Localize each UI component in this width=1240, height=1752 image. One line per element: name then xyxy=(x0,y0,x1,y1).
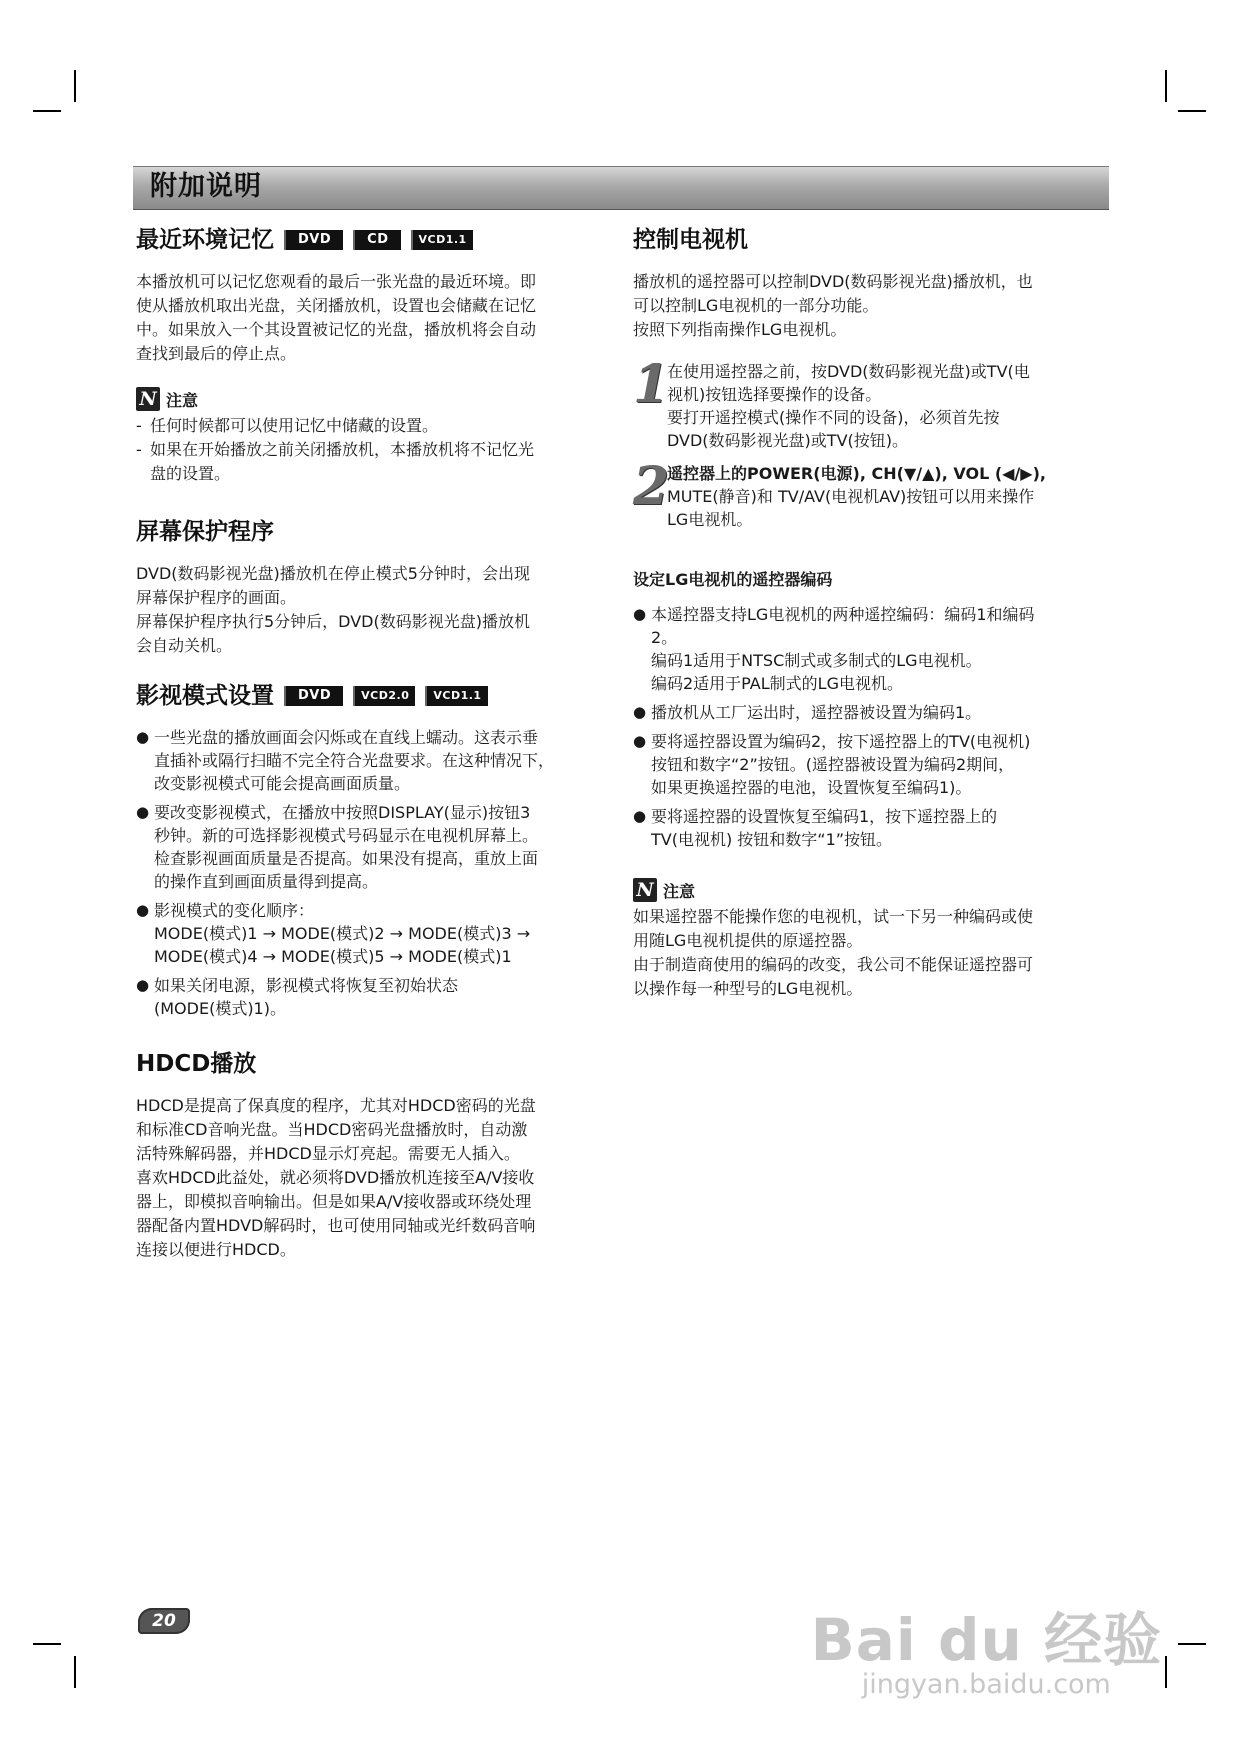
paragraph-line: 按照下列指南操作LG电视机。 xyxy=(633,320,847,339)
note-item: - 如果在开始播放之前关闭播放机，本播放机将不记忆光 盘的设置。 xyxy=(136,440,535,483)
paragraph-line: 用随LG电视机提供的原遥控器。 xyxy=(633,931,863,950)
paragraph-line: 以操作每一种型号的LG电视机。 xyxy=(633,979,863,998)
paragraph-line: 连接以便进行HDCD。 xyxy=(136,1240,296,1259)
note-item: - 任何时候都可以使用记忆中储藏的设置。 xyxy=(136,416,439,435)
section-screen-saver xyxy=(136,512,608,658)
paragraph-line: 器上，即模拟音响输出。但是如果A/V接收器或环绕处理 xyxy=(136,1192,532,1211)
crop-mark xyxy=(33,1643,61,1645)
page-title: 附加说明 xyxy=(150,171,262,202)
note-heading: N 注意 xyxy=(136,384,608,414)
crop-mark xyxy=(74,70,76,102)
badge-cd: CD xyxy=(353,230,400,250)
list-item: ● 要将遥控器的设置恢复至编码1，按下遥控器上的 TV(电视机) 按钮和数字“1”按钮。 xyxy=(633,807,998,849)
paragraph-line: 可以控制LG电视机的一部分功能。 xyxy=(633,296,879,315)
section-heading: 控制电视机 xyxy=(633,227,748,253)
header-band xyxy=(133,166,1109,210)
crop-mark xyxy=(1165,70,1167,102)
list-item: ● 播放机从工厂运出时，遥控器被设置为编码1。 xyxy=(633,703,982,722)
step-item: 1 在使用遥控器之前，按DVD(数码影视光盘)或TV(电 视机)按钮选择要操作的设备。 要打开遥控模式(操作不同的设备)，必须首先按 DVD(数码影视光盘)或TV(按钮)。 xyxy=(633,354,1030,450)
note-heading: N 注意 xyxy=(633,875,1103,905)
step-number: 1 xyxy=(633,354,670,415)
paragraph-line: 喜欢HDCD此益处，就必须将DVD播放机连接至A/V接收 xyxy=(136,1168,535,1187)
paragraph-line: 中。如果放入一个其设置被记忆的光盘，播放机将会自动 xyxy=(136,320,537,339)
paragraph-line: 屏幕保护程序的画面。 xyxy=(136,588,297,607)
paragraph-line: HDCD是提高了保真度的程序，尤其对HDCD密码的光盘 xyxy=(136,1096,536,1115)
badge-dvd: DVD xyxy=(284,230,343,250)
badge-vcd11: VCD1.1 xyxy=(425,686,487,706)
list-item: ● 影视模式的变化顺序： MODE(模式)1 → MODE(模式)2 → MODE(模式)3 → MODE(模式)4 → MODE(模式)5 → MODE(模式)1 xyxy=(136,901,531,966)
page-number: 20 xyxy=(138,1608,190,1634)
list-item: ● 如果关闭电源，影视模式将恢复至初始状态 (MODE(模式)1)。 xyxy=(136,976,459,1018)
note-icon: N xyxy=(136,387,160,411)
badge-vcd11: VCD1.1 xyxy=(411,230,473,250)
list-item: ● 本遥控器支持LG电视机的两种遥控编码：编码1和编码 2。 编码1适用于NTSC制式或多制式的LG电视机。 编码2适用于PAL制式的LG电视机。 xyxy=(633,605,1035,693)
watermark-url: jingyan.baidu.com xyxy=(861,1669,1111,1700)
section-heading: 最近环境记忆 DVD CD VCD1.1 xyxy=(136,220,608,260)
section-hdcd xyxy=(136,1044,608,1262)
crop-mark xyxy=(1178,110,1206,112)
paragraph-line: 本播放机可以记忆您观看的最后一张光盘的最近环境。即 xyxy=(136,272,537,291)
paragraph-line: 如果遥控器不能操作您的电视机，试一下另一种编码或使 xyxy=(633,907,1034,926)
paragraph-line: 由于制造商使用的编码的改变，我公司不能保证遥控器可 xyxy=(633,955,1034,974)
paragraph-line: 屏幕保护程序执行5分钟后，DVD(数码影视光盘)播放机 xyxy=(136,612,530,631)
section-heading: HDCD播放 xyxy=(136,1051,257,1077)
crop-mark xyxy=(1165,1656,1167,1688)
sub-heading: 设定LG电视机的遥控器编码 xyxy=(633,570,833,589)
paragraph-line: 会自动关机。 xyxy=(136,636,233,655)
list-item: ● 要改变影视模式，在播放中按照DISPLAY(显示)按钮3 秒钟。新的可选择影视模式号码显示在电视机屏幕上。 检查影视画面质量是否提高。如果没有提高，重放上面 的操作直到画面质量得到提高。 xyxy=(136,803,539,891)
paragraph-line: DVD(数码影视光盘)播放机在停止模式5分钟时，会出现 xyxy=(136,564,530,583)
list-item: ● 要将遥控器设置为编码2，按下遥控器上的TV(电视机) 按钮和数字“2”按钮。(遥控器被设置为编码2期间， 如果更换遥控器的电池，设置恢复至编码1)。 xyxy=(633,732,1031,797)
paragraph-line: 查找到最后的停止点。 xyxy=(136,344,297,363)
section-video-mode xyxy=(136,676,608,1020)
left-column xyxy=(136,220,608,1262)
section-tv-control xyxy=(633,220,1103,1001)
step-number: 2 xyxy=(633,456,670,517)
crop-mark xyxy=(1178,1643,1206,1645)
watermark xyxy=(810,1606,1162,1700)
paragraph-line: 使从播放机取出光盘，关闭播放机，设置也会储藏在记忆 xyxy=(136,296,537,315)
badge-vcd20: VCD2.0 xyxy=(353,686,415,706)
paragraph-line: 和标准CD音响光盘。当HDCD密码光盘播放时，自动激 xyxy=(136,1120,528,1139)
right-column xyxy=(633,220,1103,1001)
note-icon: N xyxy=(633,878,657,902)
watermark-logo: Bai du 经验 xyxy=(810,1606,1162,1674)
section-heading: 影视模式设置 DVD VCD2.0 VCD1.1 xyxy=(136,676,608,716)
section-heading: 屏幕保护程序 xyxy=(136,519,274,545)
badge-dvd: DVD xyxy=(284,686,343,706)
step-item: 2 遥控器上的POWER(电源), CH(▼/▲), VOL (◀/▶), MUTE(静音)和 TV/AV(电视机AV)按钮可以用来操作 LG电视机。 xyxy=(633,456,1046,529)
section-last-condition-memory xyxy=(136,220,608,486)
paragraph-line: 活特殊解码器，并HDCD显示灯亮起。需要无人插入。 xyxy=(136,1144,520,1163)
list-item: ● 一些光盘的播放画面会闪烁或在直线上蠕动。这表示垂 直插补或隔行扫瞄不完全符合光盘要求。在这种情况下， 改变影视模式可能会提高画面质量。 xyxy=(136,728,555,793)
crop-mark xyxy=(33,110,61,112)
paragraph-line: 播放机的遥控器可以控制DVD(数码影视光盘)播放机，也 xyxy=(633,272,1033,291)
paragraph-line: 器配备内置HDVD解码时，也可使用同轴或光纤数码音响 xyxy=(136,1216,536,1235)
crop-mark xyxy=(74,1656,76,1688)
